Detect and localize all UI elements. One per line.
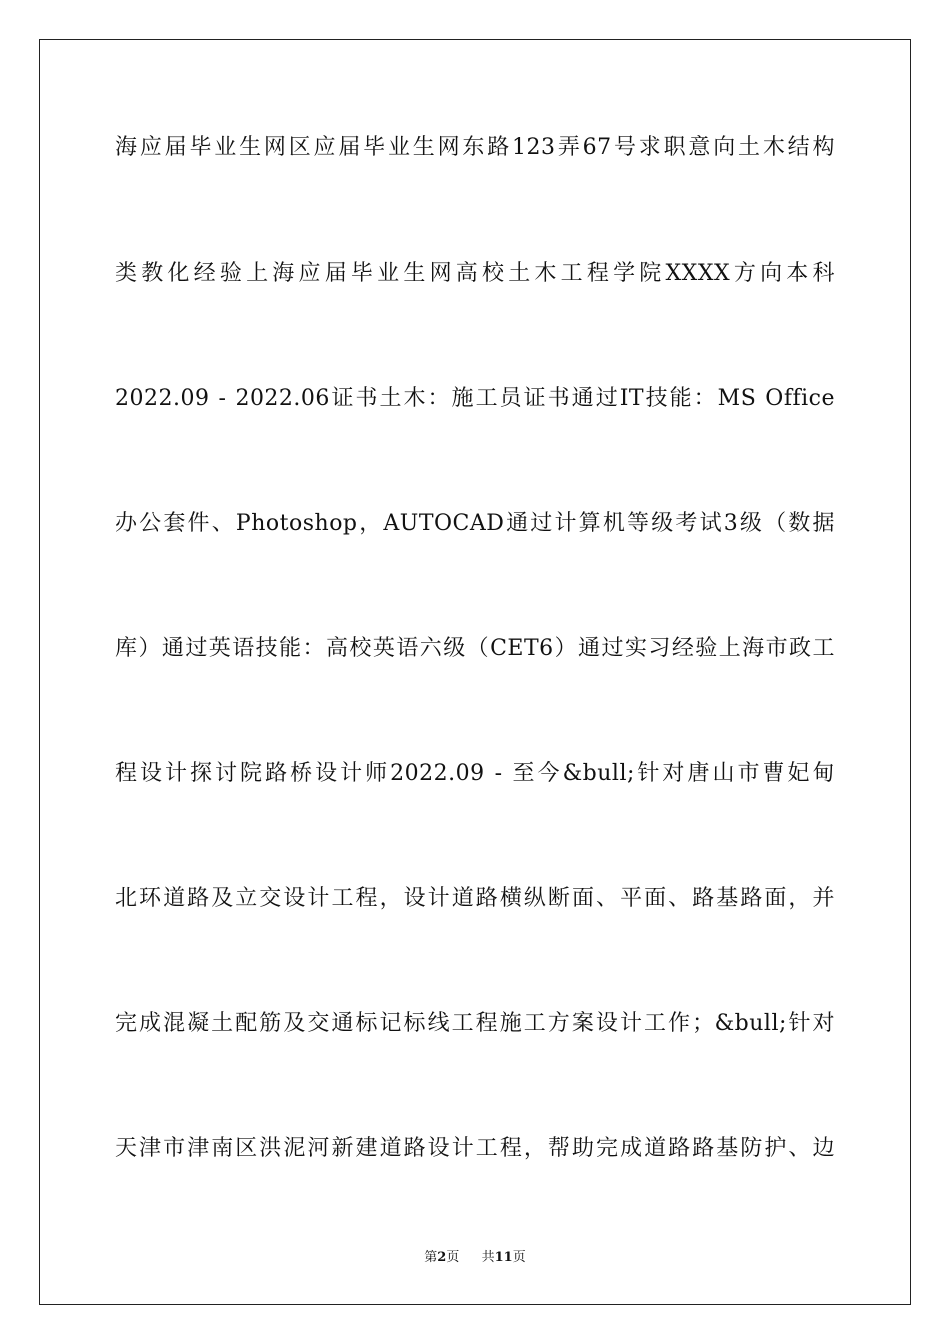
total-prefix: 共 [481, 1250, 495, 1265]
body-text-line-5: 库）通过英语技能：高校英语六级（CET6）通过实习经验上海市政工 [115, 636, 835, 661]
body-text-line-9: 天津市津南区洪泥河新建道路设计工程，帮助完成道路路基防护、边 [115, 1136, 835, 1161]
page-border [39, 39, 911, 1305]
body-text-line-8: 完成混凝土配筋及交通标记标线工程施工方案设计工作；&bull;针对 [115, 1011, 835, 1036]
body-text-line-4: 办公套件、Photoshop，AUTOCAD通过计算机等级考试3级（数据 [115, 511, 835, 536]
page-number: 2 [437, 1250, 447, 1265]
body-text-line-2: 类教化经验上海应届毕业生网高校土木工程学院XXXX方向本科 [115, 261, 835, 286]
page-label [424, 1250, 463, 1265]
total-pages-label [482, 1250, 526, 1265]
body-text-line-6: 程设计探讨院路桥设计师2022.09 - 至今&bull;针对唐山市曹妃甸 [115, 761, 835, 786]
body-text-line-3: 2022.09 - 2022.06证书土木：施工员证书通过IT技能：MS Office [115, 386, 835, 411]
page-prefix: 第 [424, 1250, 438, 1265]
page-footer [0, 1246, 950, 1265]
total-suffix: 页 [512, 1250, 526, 1265]
page-suffix: 页 [446, 1250, 460, 1265]
total-pages: 11 [494, 1250, 513, 1265]
body-text-line-7: 北环道路及立交设计工程，设计道路横纵断面、平面、路基路面，并 [115, 886, 835, 911]
body-text-line-1: 海应届毕业生网区应届毕业生网东路123弄67号求职意向土木结构 [115, 135, 835, 160]
